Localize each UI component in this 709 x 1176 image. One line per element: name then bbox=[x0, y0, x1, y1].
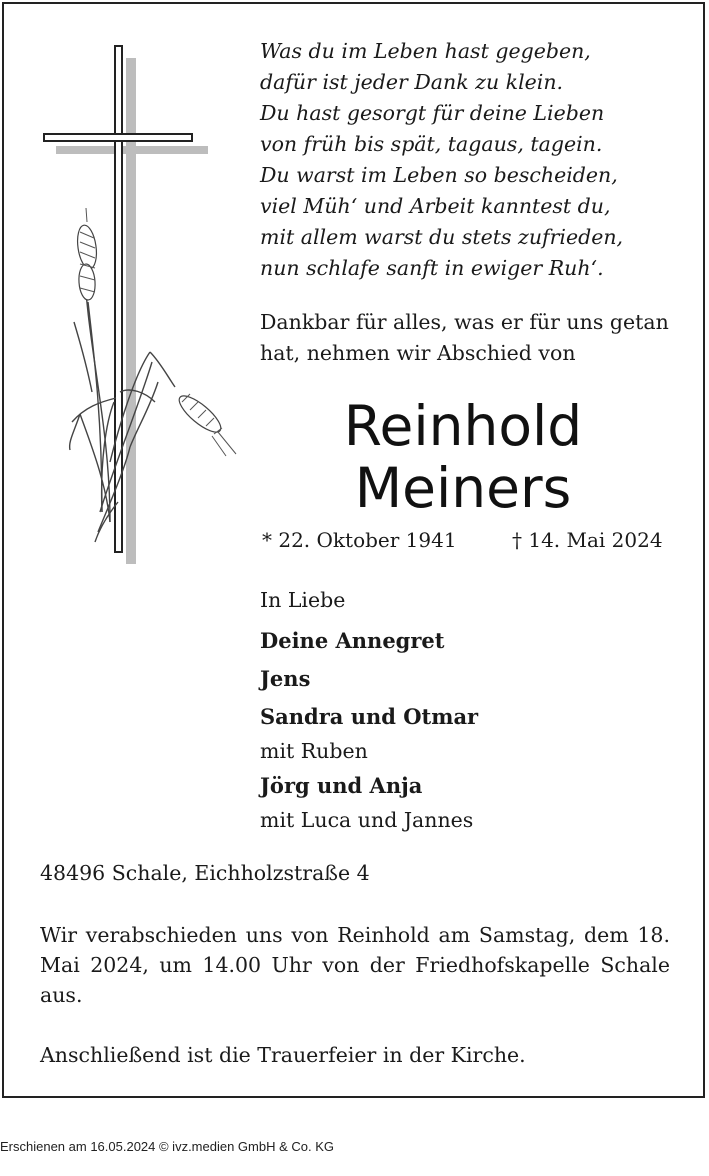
mourner-with: mit Ruben bbox=[260, 739, 368, 763]
intro-line: Dankbar für alles, was er für uns getan bbox=[260, 310, 669, 334]
intro-line: hat, nehmen wir Abschied von bbox=[260, 341, 576, 365]
last-name: Meiners bbox=[354, 456, 572, 520]
poem-line: viel Müh‘ und Arbeit kanntest du, bbox=[260, 194, 611, 218]
address: 48496 Schale, Eichholzstraße 4 bbox=[40, 861, 370, 885]
mourners-intro: In Liebe bbox=[260, 588, 346, 612]
mourner-name: Deine Annegret bbox=[260, 628, 445, 653]
first-name: Reinhold bbox=[343, 394, 583, 458]
mourner-name: Jörg und Anja bbox=[260, 773, 423, 798]
cross-with-wheat-icon bbox=[40, 42, 240, 567]
poem-line: dafür ist jeder Dank zu klein. bbox=[260, 70, 564, 94]
mourner-name: Sandra und Otmar bbox=[260, 704, 479, 729]
poem-line: Du hast gesorgt für deine Lieben bbox=[260, 101, 605, 125]
poem-line: Du warst im Leben so bescheiden, bbox=[260, 163, 618, 187]
death-date: † 14. Mai 2024 bbox=[512, 528, 663, 552]
birth-date: * 22. Oktober 1941 bbox=[262, 528, 457, 552]
after-info: Anschließend ist die Trauerfeier in der Kirche. bbox=[40, 1043, 526, 1067]
poem-line: nun schlafe sanft in ewiger Ruh‘. bbox=[260, 256, 604, 280]
poem bbox=[260, 36, 690, 284]
farewell-intro bbox=[260, 307, 690, 369]
poem-line: von früh bis spät, tagaus, tagein. bbox=[260, 132, 603, 156]
mourner-name: Jens bbox=[260, 666, 311, 691]
poem-line: mit allem warst du stets zufrieden, bbox=[260, 225, 624, 249]
deceased-name bbox=[258, 395, 668, 519]
mourners-list bbox=[260, 585, 690, 836]
mourner-with: mit Luca und Jannes bbox=[260, 808, 474, 832]
poem-line: Was du im Leben hast gegeben, bbox=[260, 39, 591, 63]
service-info: Wir verabschieden uns von Reinhold am Samstag, dem 18. Mai 2024, um 14.00 Uhr von der Friedhofskapelle Schale aus. bbox=[40, 923, 670, 1007]
publication-credit: Erschienen am 16.05.2024 © ivz.medien GmbH & Co. KG bbox=[0, 1139, 335, 1154]
